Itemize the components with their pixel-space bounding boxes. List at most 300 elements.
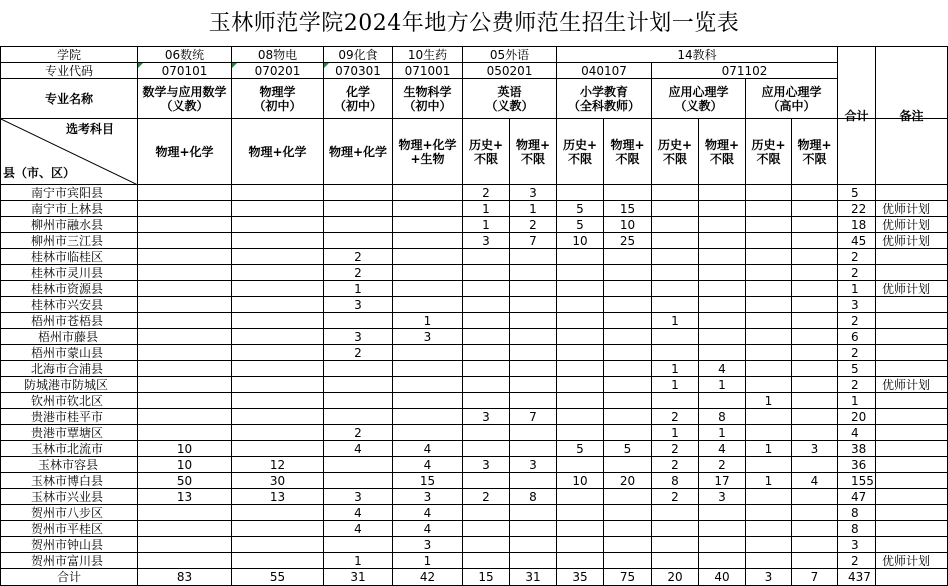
quota-value <box>792 217 837 232</box>
remark-text <box>876 457 947 472</box>
quota-value <box>232 297 323 312</box>
quota-value <box>557 313 603 328</box>
quota-value: 2 <box>482 185 490 200</box>
major-name: 小学教育 （全科教师） <box>567 84 640 113</box>
county-name: 玉林市兴业县 <box>31 489 104 504</box>
remark-text <box>876 185 947 200</box>
quota-value: 2 <box>529 217 537 232</box>
quota-value <box>792 425 837 440</box>
quota-value <box>746 377 791 392</box>
county-name: 南宁市上林县 <box>31 201 104 216</box>
column-total: 15 <box>478 570 494 584</box>
remark-text <box>876 409 947 424</box>
quota-value <box>393 185 462 200</box>
quota-value: 1 <box>671 425 679 440</box>
quota-value <box>463 553 509 568</box>
quota-value <box>463 297 509 312</box>
remark-header: 备注 <box>899 108 924 123</box>
quota-value: 4 <box>423 505 432 520</box>
quota-value: 5 <box>623 441 632 456</box>
remark-text: 优师计划 <box>882 233 931 248</box>
quota-value <box>604 425 651 440</box>
quota-value: 1 <box>718 425 726 440</box>
quota-value <box>746 297 791 312</box>
remark-text <box>876 537 947 552</box>
county-name: 玉林市北流市 <box>31 441 104 456</box>
quota-value <box>138 185 231 200</box>
county-name: 贵港市桂平市 <box>31 409 104 424</box>
quota-value <box>393 249 462 264</box>
quota-value <box>393 377 462 392</box>
quota-value: 4 <box>354 441 362 456</box>
major-name: 应用心理学 （高中） <box>761 84 822 113</box>
quota-value <box>746 505 791 520</box>
quota-value <box>138 409 231 424</box>
quota-value <box>652 345 698 360</box>
college-name: 09化食 <box>338 47 378 62</box>
college-name: 08物电 <box>257 47 298 62</box>
remark-text <box>876 265 947 280</box>
quota-value <box>510 473 556 488</box>
quota-value <box>557 345 603 360</box>
column-total: 7 <box>810 570 819 584</box>
quota-value <box>232 553 323 568</box>
quota-value: 3 <box>354 329 362 344</box>
county-name: 南宁市宾阳县 <box>31 185 104 200</box>
quota-value: 2 <box>671 409 679 424</box>
quota-value <box>746 281 791 296</box>
remark-text <box>876 345 947 360</box>
quota-value <box>792 297 837 312</box>
quota-value <box>232 185 323 200</box>
quota-value <box>510 329 556 344</box>
quota-value <box>792 281 837 296</box>
quota-value: 7 <box>529 233 537 248</box>
quota-value: 3 <box>482 409 490 424</box>
quota-value <box>604 265 651 280</box>
quota-value: 2 <box>671 457 679 472</box>
row-total: 18 <box>851 217 867 232</box>
remark-text <box>876 441 947 456</box>
row-total: 2 <box>851 265 859 280</box>
quota-value <box>792 313 837 328</box>
subject-requirement: 物理+化学 <box>155 144 214 159</box>
quota-value: 7 <box>529 409 537 424</box>
quota-value <box>138 537 231 552</box>
quota-value <box>463 345 509 360</box>
quota-value: 3 <box>482 233 490 248</box>
row-total: 8 <box>851 521 859 536</box>
quota-value: 2 <box>354 345 362 360</box>
quota-value <box>792 521 837 536</box>
page-title: 玉林师范学院2024年地方公费师范生招生计划一览表 <box>208 11 740 36</box>
remark-text <box>876 505 947 520</box>
county-name: 梧州市蒙山县 <box>31 345 104 360</box>
quota-value <box>699 201 745 216</box>
row-total: 2 <box>851 553 859 568</box>
quota-value: 2 <box>354 265 362 280</box>
major-name: 物理学 （初中） <box>253 84 302 113</box>
quota-value <box>393 425 462 440</box>
quota-value <box>557 409 603 424</box>
quota-value: 1 <box>423 313 432 328</box>
quota-value: 1 <box>671 361 679 376</box>
quota-value <box>604 553 651 568</box>
quota-value <box>699 249 745 264</box>
quota-value <box>324 217 392 232</box>
row-total: 47 <box>851 489 867 504</box>
quota-value <box>652 329 698 344</box>
county-name: 桂林市临桂区 <box>31 249 104 264</box>
quota-value <box>792 457 837 472</box>
quota-value <box>510 505 556 520</box>
quota-value <box>138 393 231 408</box>
quota-value: 15 <box>419 473 436 488</box>
remark-text: 优师计划 <box>882 201 931 216</box>
quota-value <box>393 345 462 360</box>
county-name: 钦州市钦北区 <box>31 393 104 408</box>
quota-value <box>463 473 509 488</box>
quota-value: 1 <box>671 377 679 392</box>
quota-value <box>604 457 651 472</box>
quota-value: 25 <box>619 233 636 248</box>
quota-value <box>393 265 462 280</box>
quota-value <box>463 393 509 408</box>
quota-value <box>324 409 392 424</box>
quota-value <box>792 489 837 504</box>
quota-value <box>138 281 231 296</box>
quota-value: 15 <box>619 201 636 216</box>
quota-value <box>138 313 231 328</box>
row-total: 5 <box>851 361 859 376</box>
quota-value <box>510 425 556 440</box>
quota-value <box>652 185 698 200</box>
row-total: 3 <box>851 297 859 312</box>
column-total: 83 <box>176 570 193 584</box>
quota-value <box>463 361 509 376</box>
quota-value <box>510 521 556 536</box>
quota-value <box>792 361 837 376</box>
remark-text <box>876 521 947 536</box>
quota-value <box>232 233 323 248</box>
quota-value <box>699 297 745 312</box>
major-code: 071102 <box>721 63 768 78</box>
quota-value: 10 <box>176 457 193 472</box>
subject-requirement: 物理+ 不限 <box>610 137 645 166</box>
quota-value <box>393 281 462 296</box>
quota-value: 10 <box>176 441 193 456</box>
quota-value <box>463 505 509 520</box>
quota-value <box>604 409 651 424</box>
quota-value: 2 <box>671 489 679 504</box>
quota-value <box>699 329 745 344</box>
column-total: 75 <box>619 570 636 584</box>
college-name: 10生药 <box>407 47 448 62</box>
column-total: 31 <box>525 570 541 584</box>
quota-value: 4 <box>423 457 432 472</box>
row-total: 5 <box>851 185 859 200</box>
row-total: 45 <box>851 233 867 248</box>
quota-value <box>138 345 231 360</box>
quota-value <box>393 233 462 248</box>
quota-value <box>792 249 837 264</box>
quota-value <box>324 457 392 472</box>
quota-value: 4 <box>718 441 726 456</box>
quota-value <box>699 521 745 536</box>
quota-value <box>604 537 651 552</box>
quota-value <box>604 489 651 504</box>
quota-value <box>746 521 791 536</box>
quota-value <box>232 377 323 392</box>
remark-text <box>876 489 947 504</box>
quota-value <box>652 233 698 248</box>
quota-value <box>510 265 556 280</box>
quota-value <box>557 505 603 520</box>
quota-value <box>232 393 323 408</box>
row-total: 2 <box>851 345 859 360</box>
quota-value <box>557 489 603 504</box>
quota-value <box>324 185 392 200</box>
quota-value <box>324 537 392 552</box>
remark-text <box>876 297 947 312</box>
quota-value <box>510 441 556 456</box>
quota-value: 20 <box>619 473 636 488</box>
quota-value <box>699 313 745 328</box>
quota-value <box>138 505 231 520</box>
quota-value <box>604 345 651 360</box>
major-name: 应用心理学 （义教） <box>668 84 729 113</box>
quota-value <box>324 377 392 392</box>
quota-value: 10 <box>619 217 636 232</box>
quota-value: 5 <box>576 217 584 232</box>
quota-value: 10 <box>572 473 588 488</box>
quota-value <box>699 505 745 520</box>
cell-marker <box>324 63 329 68</box>
quota-value: 5 <box>576 201 584 216</box>
subject-requirement: 物理+化学 <box>328 144 388 159</box>
quota-value <box>792 265 837 280</box>
quota-value: 2 <box>671 441 679 456</box>
quota-value <box>746 409 791 424</box>
quota-value: 3 <box>718 489 726 504</box>
quota-value <box>232 217 323 232</box>
quota-value <box>604 249 651 264</box>
quota-value: 1 <box>671 313 679 328</box>
quota-value: 1 <box>764 441 773 456</box>
quota-value <box>510 361 556 376</box>
quota-value <box>138 217 231 232</box>
quota-value <box>324 233 392 248</box>
college-label: 学院 <box>56 47 81 62</box>
remark-text: 优师计划 <box>882 217 931 232</box>
county-name: 贵港市覃塘区 <box>31 425 104 440</box>
college-name: 14教科 <box>677 47 717 62</box>
major-code: 071001 <box>404 63 451 78</box>
row-total: 4 <box>851 425 859 440</box>
major-name: 英语 （义教） <box>485 84 534 113</box>
major-code: 040107 <box>581 63 627 78</box>
major-name-label: 专业名称 <box>44 91 93 106</box>
quota-value <box>463 425 509 440</box>
quota-value: 5 <box>576 441 584 456</box>
row-total: 1 <box>851 281 859 296</box>
quota-value <box>138 377 231 392</box>
quota-value <box>510 537 556 552</box>
quota-value <box>652 297 698 312</box>
quota-value <box>138 201 231 216</box>
quota-value <box>138 553 231 568</box>
quota-value <box>557 265 603 280</box>
quota-value <box>393 201 462 216</box>
subject-requirement: 物理+ 不限 <box>515 137 551 166</box>
quota-value <box>792 185 837 200</box>
quota-value <box>746 425 791 440</box>
quota-value <box>792 329 837 344</box>
quota-value <box>746 345 791 360</box>
quota-value <box>510 345 556 360</box>
quota-value: 1 <box>482 217 490 232</box>
quota-value <box>557 297 603 312</box>
quota-value <box>792 393 837 408</box>
quota-value <box>557 425 603 440</box>
quota-value <box>232 409 323 424</box>
quota-value <box>746 201 791 216</box>
quota-value: 1 <box>529 201 537 216</box>
major-code-label: 专业代码 <box>44 63 93 78</box>
quota-value <box>792 553 837 568</box>
quota-value: 50 <box>176 473 193 488</box>
quota-value <box>393 409 462 424</box>
quota-value <box>604 521 651 536</box>
quota-value: 3 <box>810 441 819 456</box>
quota-value: 17 <box>714 473 730 488</box>
quota-value: 4 <box>354 521 362 536</box>
quota-value <box>746 329 791 344</box>
remark-text <box>876 329 947 344</box>
row-total: 6 <box>851 329 859 344</box>
quota-value: 1 <box>718 377 726 392</box>
quota-value <box>463 441 509 456</box>
quota-value <box>746 265 791 280</box>
row-total: 3 <box>851 537 859 552</box>
quota-value <box>510 377 556 392</box>
quota-value <box>510 249 556 264</box>
quota-value <box>699 265 745 280</box>
quota-value <box>652 201 698 216</box>
quota-value <box>652 521 698 536</box>
subject-header-label: 选考科目 <box>65 122 114 136</box>
quota-value: 3 <box>423 537 432 552</box>
cell-marker <box>138 63 143 68</box>
quota-value: 3 <box>423 329 432 344</box>
quota-value: 4 <box>423 441 432 456</box>
quota-value: 4 <box>354 505 362 520</box>
quota-value: 2 <box>354 425 362 440</box>
quota-value: 3 <box>354 297 362 312</box>
column-total: 42 <box>419 570 436 584</box>
quota-value <box>746 313 791 328</box>
quota-value <box>699 393 745 408</box>
quota-value <box>746 537 791 552</box>
column-total: 20 <box>667 570 683 584</box>
county-name: 贺州市富川县 <box>31 553 104 568</box>
county-name: 防城港市防城区 <box>24 377 109 392</box>
college-name: 06数统 <box>164 47 205 62</box>
grand-total: 437 <box>848 570 871 584</box>
quota-value <box>604 361 651 376</box>
quota-value <box>324 313 392 328</box>
county-name: 桂林市资源县 <box>31 281 104 296</box>
quota-value: 1 <box>423 553 432 568</box>
row-total: 155 <box>851 473 874 488</box>
quota-value <box>232 425 323 440</box>
quota-value: 4 <box>718 361 726 376</box>
quota-value <box>792 377 837 392</box>
quota-value: 2 <box>354 249 362 264</box>
quota-value <box>792 505 837 520</box>
quota-value <box>232 537 323 552</box>
major-name: 化学 （初中） <box>333 84 382 113</box>
row-total: 2 <box>851 249 859 264</box>
quota-value <box>652 265 698 280</box>
quota-value <box>463 329 509 344</box>
column-total: 35 <box>572 570 588 584</box>
quota-value: 12 <box>269 457 286 472</box>
quota-value <box>557 457 603 472</box>
subject-requirement: 物理+ 不限 <box>704 137 740 166</box>
subject-requirement: 历史+ 不限 <box>468 137 504 166</box>
quota-value <box>557 185 603 200</box>
county-name: 梧州市藤县 <box>38 329 99 344</box>
quota-value <box>557 361 603 376</box>
quota-value: 13 <box>269 489 286 504</box>
quota-value <box>652 393 698 408</box>
quota-value: 1 <box>354 281 362 296</box>
remark-text <box>876 473 947 488</box>
subject-requirement: 历史+ 不限 <box>562 137 598 166</box>
quota-value: 3 <box>529 185 537 200</box>
quota-value <box>792 345 837 360</box>
quota-value <box>557 537 603 552</box>
remark-text: 优师计划 <box>882 281 931 296</box>
quota-value <box>652 537 698 552</box>
column-total: 3 <box>764 570 773 584</box>
quota-value <box>324 473 392 488</box>
quota-value <box>463 521 509 536</box>
quota-value <box>746 185 791 200</box>
quota-value <box>232 313 323 328</box>
quota-value <box>510 553 556 568</box>
major-name: 生物科学 （初中） <box>403 84 452 113</box>
quota-value <box>746 553 791 568</box>
quota-value <box>604 329 651 344</box>
quota-value: 1 <box>764 393 773 408</box>
quota-value <box>510 281 556 296</box>
column-total: 40 <box>714 570 730 584</box>
quota-value <box>138 265 231 280</box>
row-total: 8 <box>851 505 859 520</box>
quota-value: 2 <box>482 489 490 504</box>
quota-value <box>463 377 509 392</box>
column-total: 55 <box>269 570 286 584</box>
quota-value <box>699 553 745 568</box>
subject-requirement: 历史+ 不限 <box>657 137 693 166</box>
subject-requirement: 物理+ 不限 <box>797 137 832 166</box>
county-name: 玉林市博白县 <box>31 473 104 488</box>
subject-requirement: 历史+ 不限 <box>751 137 786 166</box>
quota-value <box>699 281 745 296</box>
quota-value <box>792 537 837 552</box>
